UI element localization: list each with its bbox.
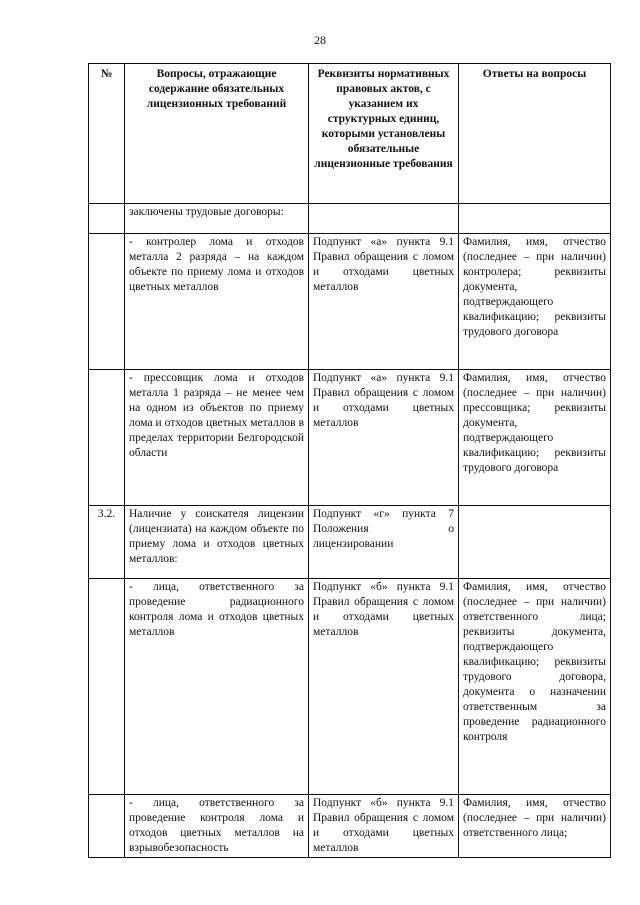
row-number bbox=[89, 795, 125, 858]
table-row bbox=[89, 579, 611, 795]
table-row bbox=[89, 204, 611, 234]
header-questions: Вопросы, отражающие содержание обязательных лицензионных требований bbox=[125, 64, 309, 204]
header-requisites: Реквизиты нормативных правовых актов, с указанием их структурных единиц, которыми установлены обязательные лицензионные требования bbox=[309, 64, 459, 204]
row-requisite bbox=[309, 204, 459, 234]
table-row bbox=[89, 234, 611, 370]
row-question: - прессовщик лома и отходов металла 1 разряда – не менее чем на одном из объектов по приему лома и отходов цветных металлов в пределах территории Белгородской области bbox=[125, 370, 309, 506]
row-requisite: Подпункт «а» пункта 9.1 Правил обращения с ломом и отходами цветных металлов bbox=[309, 370, 459, 506]
row-answer: Фамилия, имя, отчество (последнее – при наличии) прессовщика; реквизиты документа, подтверждающего квалификацию; реквизиты трудового договора bbox=[459, 370, 611, 506]
row-question: Наличие у соискателя лицензии (лицензиата) на каждом объекте по приему лома и отходов цветных металлов: bbox=[125, 506, 309, 579]
table-header-row bbox=[89, 64, 611, 204]
row-question: - контролер лома и отходов металла 2 разряда – на каждом объекте по приему лома и отходов цветных металлов bbox=[125, 234, 309, 370]
row-answer: Фамилия, имя, отчество (последнее – при наличии) ответственного лица; реквизиты документа, подтверждающего квалификацию; реквизиты трудового договора, документа о назначении ответственным за проведение радиационного контроля bbox=[459, 579, 611, 795]
row-number: 3.2. bbox=[89, 506, 125, 579]
row-requisite: Подпункт «г» пункта 7 Положения о лицензировании bbox=[309, 506, 459, 579]
table-row bbox=[89, 370, 611, 506]
row-number bbox=[89, 579, 125, 795]
row-number bbox=[89, 370, 125, 506]
row-answer: Фамилия, имя, отчество (последнее – при наличии) ответственного лица; bbox=[459, 795, 611, 858]
header-number: № bbox=[89, 64, 125, 204]
row-requisite: Подпункт «б» пункта 9.1 Правил обращения с ломом и отходами цветных металлов bbox=[309, 795, 459, 858]
table-row bbox=[89, 795, 611, 858]
row-requisite: Подпункт «б» пункта 9.1 Правил обращения с ломом и отходами цветных металлов bbox=[309, 579, 459, 795]
row-question: заключены трудовые договоры: bbox=[125, 204, 309, 234]
row-answer bbox=[459, 204, 611, 234]
row-question: - лица, ответственного за проведение контроля лома и отходов цветных металлов на взрывобезопасность bbox=[125, 795, 309, 858]
row-answer: Фамилия, имя, отчество (последнее – при наличии) контролера; реквизиты документа, подтверждающего квалификацию; реквизиты трудового договора bbox=[459, 234, 611, 370]
page-number: 28 bbox=[314, 33, 326, 47]
license-requirements-table bbox=[88, 63, 611, 858]
row-answer bbox=[459, 506, 611, 579]
row-requisite: Подпункт «а» пункта 9.1 Правил обращения с ломом и отходами цветных металлов bbox=[309, 234, 459, 370]
table-row bbox=[89, 506, 611, 579]
row-number bbox=[89, 204, 125, 234]
header-answers: Ответы на вопросы bbox=[459, 64, 611, 204]
row-question: - лица, ответственного за проведение радиационного контроля лома и отходов цветных металлов bbox=[125, 579, 309, 795]
row-number bbox=[89, 234, 125, 370]
